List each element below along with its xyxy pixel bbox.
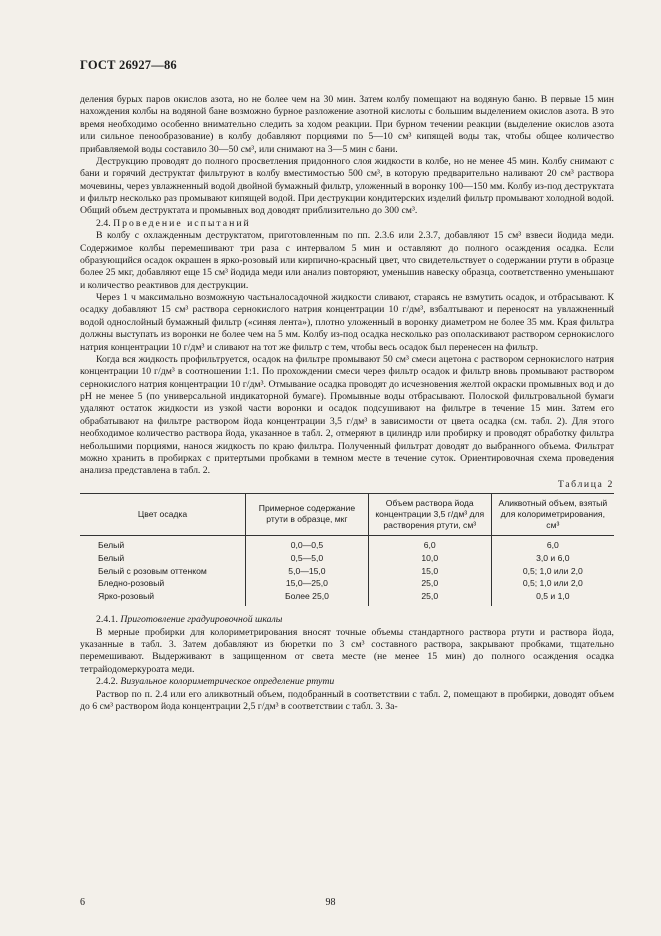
table-cell: 0,5; 1,0 или 2,0 — [491, 577, 614, 590]
paragraph: В мерные пробирки для колориметрирования вносят точные объемы стандартного раствора ртути и раствора йода, указанные в табл. 3. Затем добавляют из бюретки по 3 см³ составного раствора, закрывают пробками, тщательно перемешивают. Выдерживают в защищенном от света месте (не менее 15 мин) до полного осаждения осадка тетрайодомеркуроата меди. — [80, 626, 614, 675]
table-cell: Белый — [98, 539, 125, 550]
section-number: 2.4.2. — [96, 676, 118, 688]
section-heading-2-4-2 — [80, 676, 614, 688]
table-cell: 6,0 — [491, 535, 614, 551]
table-cell: 3,0 и 6,0 — [491, 552, 614, 565]
paragraph: деления бурых паров окислов азота, но не более чем на 30 мин. Затем колбу помещают на водяную баню. В первые 15 мин нахождения колбы на водяной бане возможно бурное разложение азотной кислоты с большим выделением окислов азота. В это время необходимо особенно внимательно следить за ходом реакции. При бурном течении реакции (выделение окислов азота или сильное пенообразование) в колбу добавляют порциями по 5—10 см³ кипящей воды так, чтобы общее количество прибавляемой воды составило 30—50 см³, или снимают на 3—5 мин с бани. — [80, 94, 614, 155]
table-header-cell: Примерное содержание ртути в образце, мкг — [246, 494, 369, 536]
table-cell: 0,5—5,0 — [246, 552, 369, 565]
table-2 — [80, 493, 614, 606]
table-header-cell: Объем раствора йода концентрации 3,5 г/дм³ для растворения ртути, см³ — [368, 494, 491, 536]
paragraph: Деструкцию проводят до полного просветления придонного слоя жидкости в колбе, но не менее 45 мин. Колбу снимают с бани и горячий деструктат фильтруют в колбу вместимостью 500 см³, в которую предварительно наливают 20 см³ раствора мочевины, через увлажненный водой двойной бумажный фильтр, уложенный в воронку 100—150 мм. Колбу из-под деструктата и фильтр несколько раз промывают кипящей водой. При деструкции кондитерских изделий фильтр промывают холодной водой. Общий объем деструктата и промывных вод доводят приблизительно до 300 см³. — [80, 155, 614, 217]
table-cell: 15,0 — [368, 565, 491, 578]
table-cell: Ярко-розовый — [98, 591, 155, 602]
section-title: Приготовление градуировочной шкалы — [120, 614, 283, 626]
table-row — [80, 590, 614, 606]
body-text — [80, 94, 614, 713]
paragraph: Через 1 ч максимально возможную частьналосадочной жидкости сливают, стараясь не взмутить осадок, и отбрасывают. К осадку добавляют 15 см³ раствора сернокислого натрия концентрации 10 г/дм³, взбалтывают и переносят на увлажненный водой однослойный бумажный фильтр («синяя лента»), плотно уложенный в воронку диаметром не более 35 мм. Края фильтра должны выступать из воронки не более чем на 5 мм. Колбу из-под осадка несколько раз ополаскивают раствором сернокислого натрия концентрации 10 г/дм³ и сливают на тот же фильтр с тем, чтобы весь осадок был перенесен на фильтр. — [80, 292, 614, 353]
table-caption: Таблица 2 — [557, 478, 614, 490]
table-cell: 25,0 — [368, 590, 491, 606]
table-header-cell: Цвет осадка — [80, 494, 246, 536]
table-row — [80, 577, 614, 590]
table-cell: 0,0—0,5 — [246, 535, 369, 551]
section-title: Визуальное колориметрическое определение ртути — [120, 676, 335, 688]
section-title: Проведение испытаний — [113, 217, 251, 229]
paragraph: В колбу с охлажденным деструктатом, приготовленным по пп. 2.3.6 или 2.3.7, добавляют 15 см³ взвеси йодида меди. Содержимое колбы перемешивают три раза с интервалом 5 мин и оставляют до полного осаждения осадка. Если образующийся осадок окрашен в ярко-розовый или кирпично-красный цвет, что свидетельствует о содержании ртути в образце более 25 мкг, добавляют еще 15 см³ йодида меди или анализ повторяют, уменьшив навеску образца, соответственно уменьшают и количество реактивов для деструкции. — [80, 230, 614, 291]
section-heading-2-4-1 — [80, 614, 614, 626]
document-header: ГОСТ 26927—86 — [80, 58, 177, 72]
table-cell: 5,0—15,0 — [246, 565, 369, 578]
section-number: 2.4.1. — [96, 614, 118, 626]
table-cell: 25,0 — [368, 577, 491, 590]
table-cell: Белый — [98, 552, 125, 563]
table-header-row — [80, 494, 614, 536]
table-cell: 15,0—25,0 — [246, 577, 369, 590]
table-cell: 0,5 и 1,0 — [491, 590, 614, 606]
table-row — [80, 535, 614, 551]
table-cell: 6,0 — [368, 535, 491, 551]
paragraph: Когда вся жидкость профильтруется, осадок на фильтре промывают 50 см³ смеси ацетона с раствором сернокислого натрия концентрации 10 г/дм³ в соотношении 1:1. По прохождении смеси через фильтр осадок и фильтр вновь промывают раствором сернокислого натрия концентрации 10 г/дм³. Отмывание осадка проводят до исчезновения желтой окраски промывных вод и до рН не менее 5 (по универсальной индикаторной бумаге). Промывные воды отбрасывают. Полоской фильтровальной бумаги удаляют остаток жидкости из узкой части воронки и осадок подсушивают на фильтре в течение 15 мин. Затем его обрабатывают на фильтре раствором йода концентрации 3,5 г/дм³ в зависимости от цвета осадка (см. табл. 2). Для этого необходимое количество раствора йода, указанное в табл. 2, отмеряют в цилиндр или пробирку и проводят обработку фильтра небольшими порциями, нанося жидкость по краю фильтра. Полученный фильтрат доводят до выбранного объема. Фильтрат можно хранить в пробирках с притертыми пробками в темном месте в течение суток. Ориентировочная схема проведения анализа представлена в табл. 2. — [80, 353, 614, 477]
table-cell: Белый с розовым оттенком — [98, 565, 207, 576]
section-number: 2.4. — [96, 217, 111, 229]
section-heading-2-4 — [80, 218, 614, 230]
table-cell: 0,5; 1,0 или 2,0 — [491, 565, 614, 578]
footer-page-number: 98 — [325, 897, 336, 908]
table-cell: Более 25,0 — [246, 590, 369, 606]
table-header-cell: Аликвотный объем, взятый для колориметрирования, см³ — [491, 494, 614, 536]
table-row — [80, 552, 614, 565]
table-row — [80, 565, 614, 578]
table-cell: Бледно-розовый — [98, 578, 165, 589]
paragraph: Раствор по п. 2.4 или его аликвотный объем, подобранный в соответствии с табл. 2, помещают в пробирки, доводят объем до 6 см³ раствором йода концентрации 2,5 г/дм³ в соответствии с табл. 3. За- — [80, 688, 614, 712]
table-cell: 10,0 — [368, 552, 491, 565]
footer-left-page-number: 6 — [80, 897, 85, 908]
